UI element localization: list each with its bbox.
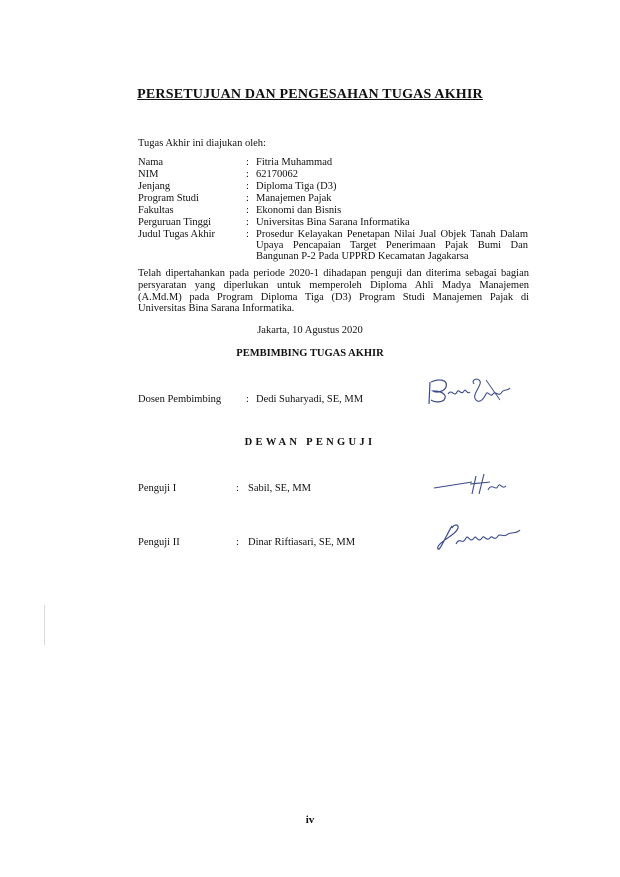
info-label: Fakultas — [138, 205, 174, 216]
info-value: Universitas Bina Sarana Informatika — [256, 217, 410, 228]
info-colon: : — [246, 181, 249, 192]
info-label: Program Studi — [138, 193, 199, 204]
info-label: Perguruan Tinggi — [138, 217, 212, 228]
page-title: PERSETUJUAN DAN PENGESAHAN TUGAS AKHIR — [137, 87, 483, 102]
info-label: Jenjang — [138, 181, 171, 192]
examiner-name: Sabil, SE, MM — [248, 483, 312, 494]
info-colon: : — [246, 205, 249, 216]
supervisor-signature — [426, 374, 514, 408]
supervisor-role: Dosen Pembimbing — [138, 394, 222, 405]
statement-paragraph: Telah dipertahankan pada periode 2020-1 dihadapan penguji dan diterima sebagai bagian persyaratan yang diperlukan untuk memperoleh Diploma Ahli Madya Manajemen (A.Md.M) pada Program Diploma Tiga (D3) Program Studi Manajemen Pajak di Universitas Bina Sarana Informatika. — [138, 268, 529, 315]
info-colon: : — [246, 217, 249, 228]
info-value: Manajemen Pajak — [256, 193, 332, 204]
examiner-role: Penguji II — [138, 537, 180, 548]
info-colon: : — [246, 157, 249, 168]
info-value: Fitria Muhammad — [256, 157, 333, 168]
page-number: iv — [305, 814, 315, 826]
scan-artifact-line — [44, 605, 45, 645]
examiner-1-signature — [432, 472, 510, 498]
info-label: Nama — [138, 157, 164, 168]
examiners-heading: DEWAN PENGUJI — [244, 437, 376, 448]
info-colon: : — [246, 229, 249, 240]
info-colon: : — [246, 193, 249, 204]
info-value: Ekonomi dan Bisnis — [256, 205, 342, 216]
info-label: Judul Tugas Akhir — [138, 229, 216, 240]
examiner-2-signature — [434, 520, 524, 554]
intro-text: Tugas Akhir ini diajukan oleh: — [138, 138, 266, 149]
place-date: Jakarta, 10 Agustus 2020 — [257, 325, 363, 336]
supervisor-name: Dedi Suharyadi, SE, MM — [256, 394, 364, 405]
signature-colon: : — [236, 483, 239, 494]
info-label: NIM — [138, 169, 159, 180]
supervisor-heading: PEMBIMBING TUGAS AKHIR — [236, 348, 384, 359]
info-value: Prosedur Kelayakan Penetapan Nilai Jual Objek Tanah Dalam Upaya Pencapaian Target Penerimaan Pajak Bumi Dan Bangunan P-2 Pada UPPRD Kecamatan Jagakarsa — [256, 229, 528, 263]
examiner-name: Dinar Riftiasari, SE, MM — [248, 537, 356, 548]
examiner-role: Penguji I — [138, 483, 177, 494]
info-colon: : — [246, 169, 249, 180]
signature-colon: : — [246, 394, 249, 405]
info-value: 62170062 — [256, 169, 298, 180]
signature-colon: : — [236, 537, 239, 548]
info-value: Diploma Tiga (D3) — [256, 181, 337, 192]
